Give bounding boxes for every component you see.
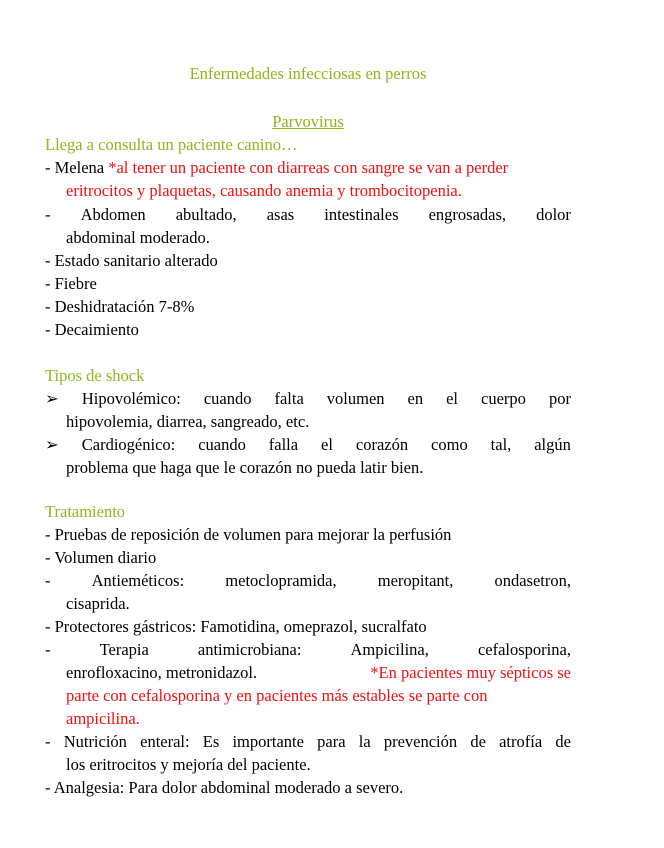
word: de <box>555 732 571 751</box>
word: la <box>358 732 371 751</box>
word: antimicrobiana: <box>197 640 302 659</box>
treatment-antiemeticos-continued: cisaprida. <box>66 594 130 613</box>
word: prevención <box>383 732 458 751</box>
word: importante <box>232 732 304 751</box>
treatment-volumen: - Volumen diario <box>45 548 157 567</box>
word: cuerpo <box>481 389 526 408</box>
treatment-antiemeticos <box>45 569 571 592</box>
treatment-nutricion-continued: los eritrocitos y mejoría del paciente. <box>66 755 311 774</box>
symptom-fiebre: - Fiebre <box>45 274 97 293</box>
word: falla <box>268 435 299 454</box>
word: para <box>317 732 346 751</box>
treatment-nutricion <box>45 730 571 753</box>
word: Terapia <box>99 640 149 659</box>
word: cuando <box>203 389 252 408</box>
word: - <box>45 732 51 751</box>
symptom-sanitario: - Estado sanitario alterado <box>45 251 218 270</box>
word: intestinales <box>324 205 399 224</box>
word: algún <box>534 435 571 454</box>
terapia-note-end: ampicilina. <box>66 709 140 728</box>
word: metoclopramida, <box>225 571 337 590</box>
word: en <box>407 389 424 408</box>
treatment-pruebas: - Pruebas de reposición de volumen para mejorar la perfusión <box>45 525 452 544</box>
word: de <box>470 732 486 751</box>
word: atrofía <box>499 732 543 751</box>
symptom-abdomen <box>45 203 571 226</box>
shock-hipovolemico-continued: hipovolemia, diarrea, sangreado, etc. <box>66 412 310 431</box>
terapia-note-continued: parte con cefalosporina y en pacientes más estables se parte con <box>66 686 488 705</box>
word: tal, <box>490 435 512 454</box>
symptom-deshidratacion: - Deshidratación 7-8% <box>45 297 195 316</box>
symptom-melena <box>45 156 645 179</box>
word: Hipovolémico: <box>81 389 181 408</box>
word: dolor <box>536 205 571 224</box>
treatment-protectores: - Protectores gástricos: Famotidina, omeprazol, sucralfato <box>45 617 427 636</box>
case-intro: Llega a consulta un paciente canino… <box>45 135 298 154</box>
word: corazón <box>355 435 409 454</box>
word: el <box>446 389 459 408</box>
word: falta <box>274 389 304 408</box>
bullet-icon: ➢ <box>45 389 59 408</box>
word: enteral: <box>140 732 190 751</box>
terapia-note: *En pacientes muy sépticos se <box>370 663 571 682</box>
shock-heading: Tipos de shock <box>45 366 145 385</box>
word: Ampicilina, <box>350 640 429 659</box>
word: Cardiogénico: <box>81 435 176 454</box>
word: Es <box>202 732 220 751</box>
word: abultado, <box>175 205 237 224</box>
word: - <box>45 205 51 224</box>
word: por <box>548 389 571 408</box>
symptom-decaimiento: - Decaimiento <box>45 320 139 339</box>
word: - <box>45 571 51 590</box>
treatment-heading: Tratamiento <box>45 502 126 521</box>
treatment-analgesia: - Analgesia: Para dolor abdominal moderado a severo. <box>45 778 404 797</box>
shock-cardiogenico-continued: problema que haga que le corazón no pueda latir bien. <box>66 458 424 477</box>
word: cefalosporina, <box>477 640 571 659</box>
treatment-terapia <box>45 638 571 661</box>
document-title: Enfermedades infecciosas en perros <box>189 64 427 83</box>
word: Antieméticos: <box>91 571 185 590</box>
terapia-drugs: enrofloxacino, metronidazol. <box>66 663 258 682</box>
word: Abdomen <box>80 205 146 224</box>
word: como <box>431 435 468 454</box>
shock-cardiogenico <box>45 433 571 456</box>
word: asas <box>266 205 295 224</box>
word: volumen <box>326 389 385 408</box>
melena-note: *al tener un paciente con diarreas con sangre se van a perder <box>108 158 509 177</box>
symptom-abdomen-continued: abdominal moderado. <box>66 228 210 247</box>
word: meropitant, <box>377 571 454 590</box>
bullet-icon: ➢ <box>45 435 59 454</box>
melena-label: - Melena <box>45 158 105 177</box>
word: ondasetron, <box>494 571 571 590</box>
section-title: Parvovirus <box>272 112 344 131</box>
treatment-terapia-line2 <box>66 661 571 684</box>
word: el <box>321 435 333 454</box>
melena-note-continued: eritrocitos y plaquetas, causando anemia y trombocitopenia. <box>66 181 462 200</box>
word: cuando <box>198 435 246 454</box>
word: - <box>45 640 51 659</box>
word: engrosadas, <box>428 205 507 224</box>
word: Nutrición <box>63 732 127 751</box>
shock-hipovolemico <box>45 387 571 410</box>
